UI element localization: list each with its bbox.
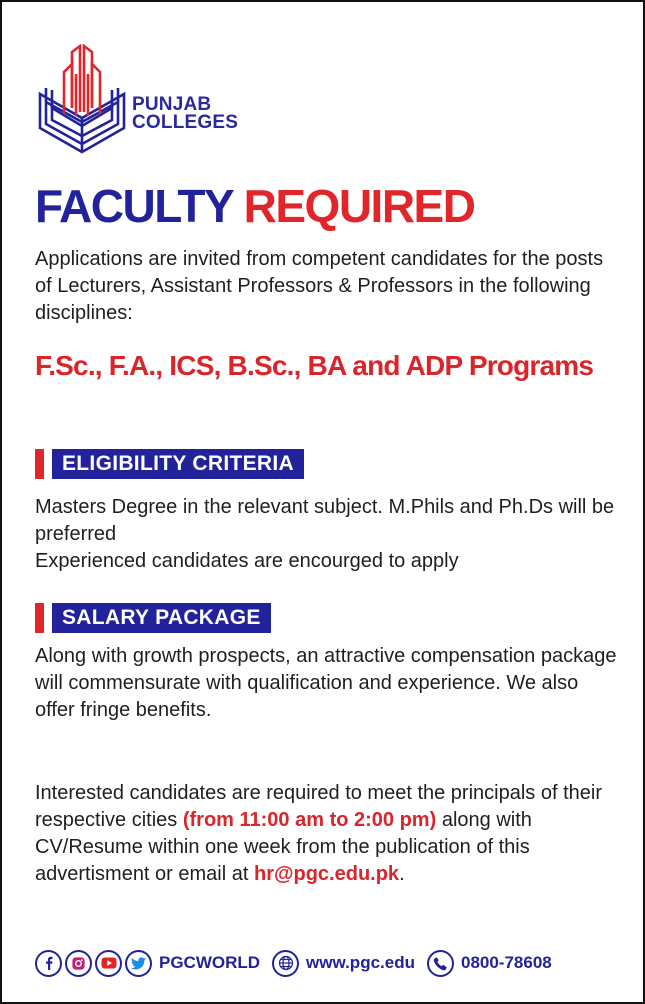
footer-contacts <box>35 946 564 980</box>
website-link[interactable]: www.pgc.edu <box>306 953 415 972</box>
twitter-icon[interactable] <box>125 950 152 977</box>
programs-list: F.Sc., F.A., ICS, B.Sc., BA and ADP Programs <box>35 350 594 381</box>
instagram-icon[interactable] <box>65 950 92 977</box>
salary-heading <box>35 603 271 633</box>
phone-icon <box>427 950 454 977</box>
eligibility-heading <box>35 449 304 479</box>
social-handle[interactable]: PGCWORLD <box>159 953 261 972</box>
email-link[interactable]: hr@pgc.edu.pk <box>253 863 400 885</box>
timing-highlight: (from 11:00 am to 2:00 pm) <box>182 809 437 831</box>
headline <box>35 180 474 232</box>
headline-faculty: FACULTY <box>35 180 233 232</box>
instructions-paragraph <box>35 780 620 888</box>
eligibility-heading-label: ELIGIBILITY CRITERIA <box>52 449 304 479</box>
headline-required: REQUIRED <box>243 180 475 232</box>
instructions-part-1: Interested candidates are required to meet the principals of their respective cities <box>35 782 602 831</box>
eligibility-line-2: Experienced candidates are encourged to apply <box>35 550 459 572</box>
brand-line-1: PUNJAB <box>132 94 212 115</box>
heading-accent-bar <box>35 603 44 633</box>
facebook-icon[interactable] <box>35 950 62 977</box>
brand-line-2: COLLEGES <box>132 112 239 133</box>
brand-name <box>132 96 238 132</box>
salary-heading-label: SALARY PACKAGE <box>52 603 271 633</box>
eligibility-line-1: Masters Degree in the relevant subject. M.Phils and Ph.Ds will be preferred <box>35 496 615 545</box>
instructions-part-2: along with CV/Resume within one week from the publication of this advertisment or email at <box>35 809 532 885</box>
phone-number[interactable]: 0800-78608 <box>460 953 552 972</box>
punjab-colleges-logo-icon <box>36 44 128 156</box>
intro-text: Applications are invited from competent candidates for the posts of Lecturers, Assistant Professors & Professors in the following disciplines: <box>35 248 604 324</box>
eligibility-text <box>35 494 620 575</box>
instructions-text <box>35 780 620 888</box>
salary-description: Along with growth prospects, an attractive compensation package will commensurate with qualification and experience. We also offer fringe benefits. <box>35 645 617 721</box>
instructions-end: . <box>399 863 405 885</box>
youtube-icon[interactable] <box>95 950 122 977</box>
globe-icon <box>272 950 299 977</box>
heading-accent-bar <box>35 449 44 479</box>
salary-text <box>35 643 620 724</box>
